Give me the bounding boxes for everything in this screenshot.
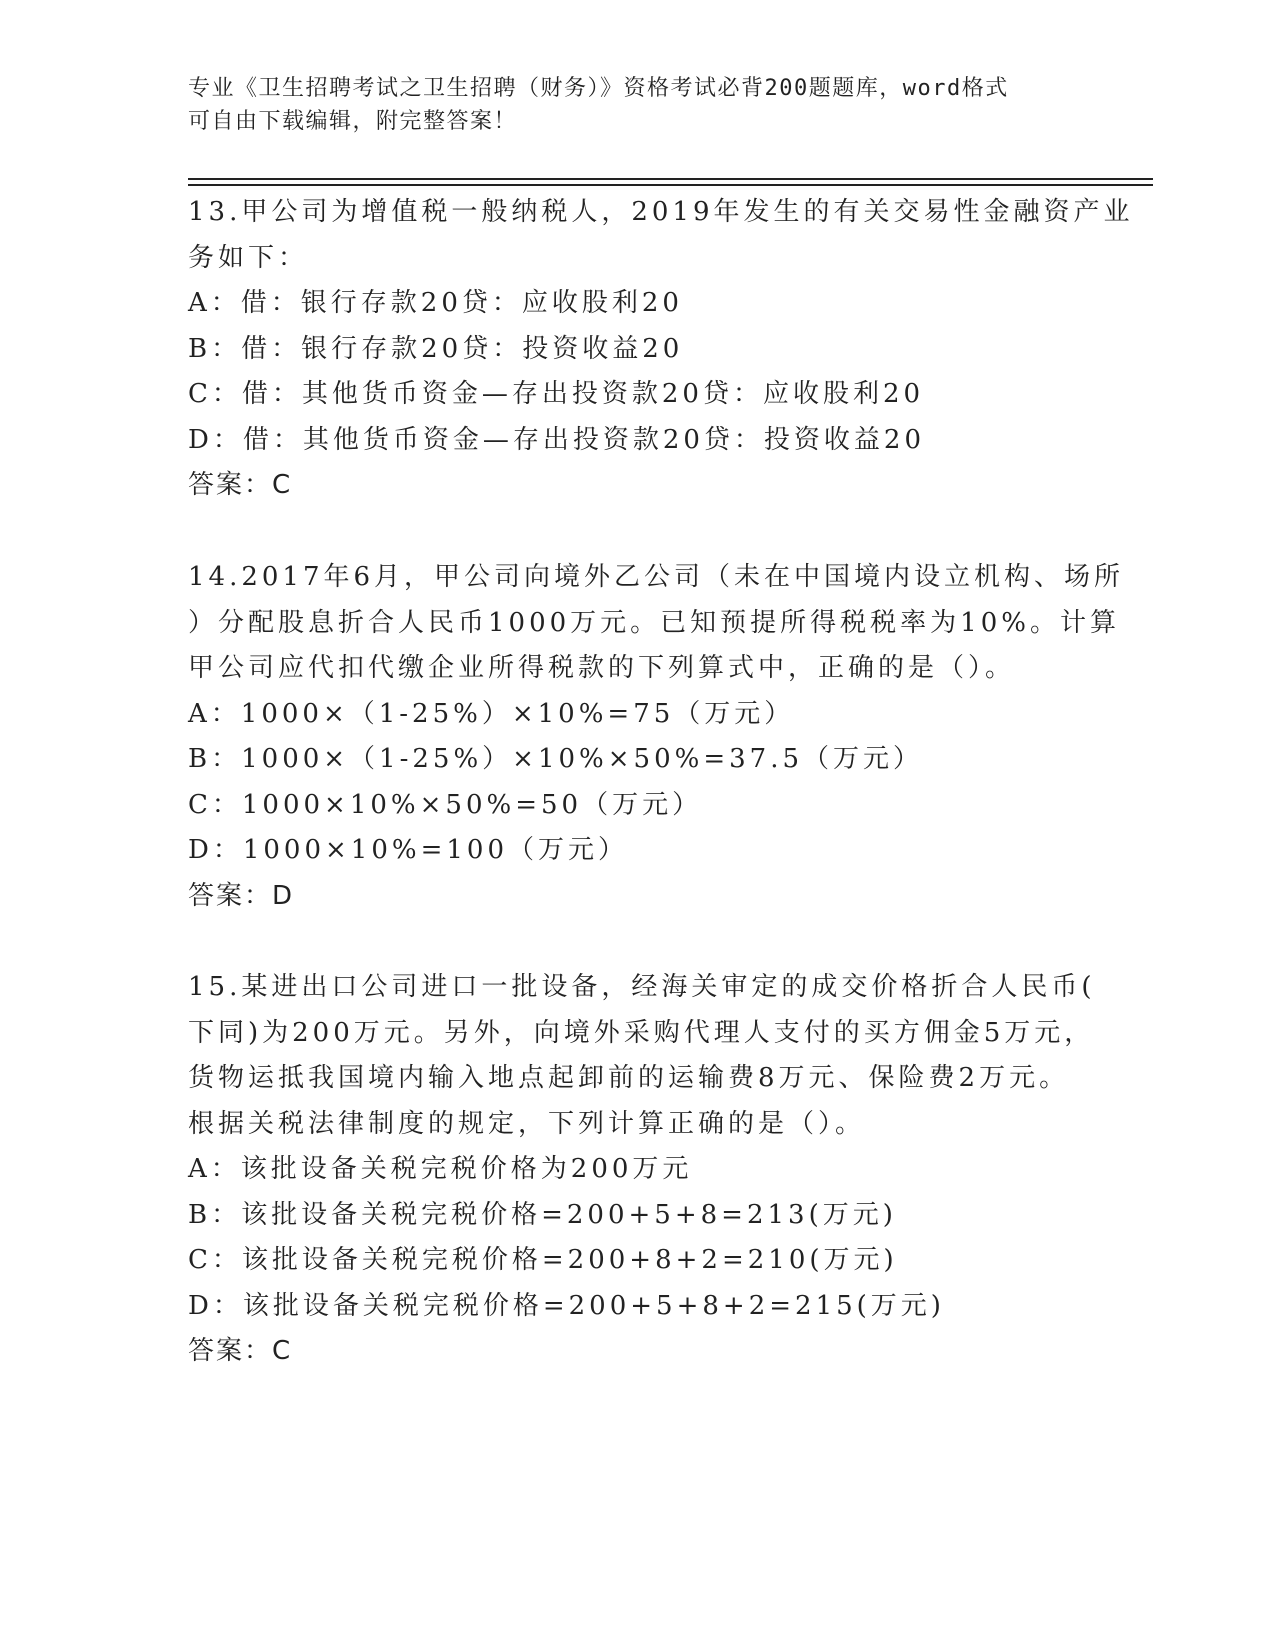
question-stem: ）分配股息折合人民币1000万元。已知预提所得税税率为10%。计算 bbox=[188, 607, 1120, 638]
question-15 bbox=[188, 965, 1096, 1375]
option-d: D：1000×10%=100（万元） bbox=[188, 835, 628, 865]
option-c: C：该批设备关税完税价格=200+8+2=210(万元) bbox=[188, 1245, 898, 1275]
option-a: A：1000×（1-25%）×10%=75（万元） bbox=[188, 698, 795, 729]
answer: 答案：C bbox=[188, 470, 293, 500]
question-stem: 14.2017年6月，甲公司向境外乙公司（未在中国境内设立机构、场所 bbox=[188, 562, 1125, 592]
option-a: A：该批设备关税完税价格为200万元 bbox=[188, 1154, 693, 1184]
header-divider bbox=[188, 184, 1153, 186]
option-a: A：借：银行存款20贷：应收股利20 bbox=[188, 288, 683, 318]
option-c: C：1000×10%×50%=50（万元） bbox=[188, 789, 703, 820]
question-13 bbox=[188, 190, 1134, 509]
header-line: 可自由下载编辑，附完整答案！ bbox=[188, 109, 518, 134]
question-stem: 15.某进出口公司进口一批设备，经海关审定的成交价格折合人民币( bbox=[188, 972, 1096, 1002]
question-stem: 甲公司应代扣代缴企业所得税款的下列算式中，正确的是（）。 bbox=[188, 653, 1016, 683]
option-d: D：该批设备关税完税价格=200+5+8+2=215(万元) bbox=[188, 1290, 945, 1321]
question-14 bbox=[188, 555, 1125, 919]
question-stem: 根据关税法律制度的规定，下列计算正确的是（）。 bbox=[188, 1108, 866, 1139]
answer: 答案：C bbox=[188, 1336, 293, 1366]
option-b: B：1000×（1-25%）×10%×50%=37.5（万元） bbox=[188, 744, 924, 774]
header-divider bbox=[188, 178, 1153, 180]
question-stem: 下同)为200万元。另外，向境外采购代理人支付的买方佣金5万元， bbox=[188, 1017, 1095, 1048]
question-stem: 务如下： bbox=[188, 242, 309, 273]
option-b: B：借：银行存款20贷：投资收益20 bbox=[188, 333, 684, 364]
answer: 答案：D bbox=[188, 880, 295, 911]
question-stem: 货物运抵我国境内输入地点起卸前的运输费8万元、保险费2万元。 bbox=[188, 1063, 1070, 1093]
document-header bbox=[188, 72, 1088, 138]
option-b: B：该批设备关税完税价格=200+5+8=213(万元) bbox=[188, 1199, 897, 1230]
question-stem: 13.甲公司为增值税一般纳税人，2019年发生的有关交易性金融资产业 bbox=[188, 197, 1134, 227]
option-c: C：借：其他货币资金—存出投资款20贷：应收股利20 bbox=[188, 379, 925, 409]
header-line: 专业《卫生招聘考试之卫生招聘（财务）》资格考试必背200题题库，word格式 bbox=[188, 76, 1009, 101]
option-d: D：借：其他货币资金—存出投资款20贷：投资收益20 bbox=[188, 424, 926, 455]
